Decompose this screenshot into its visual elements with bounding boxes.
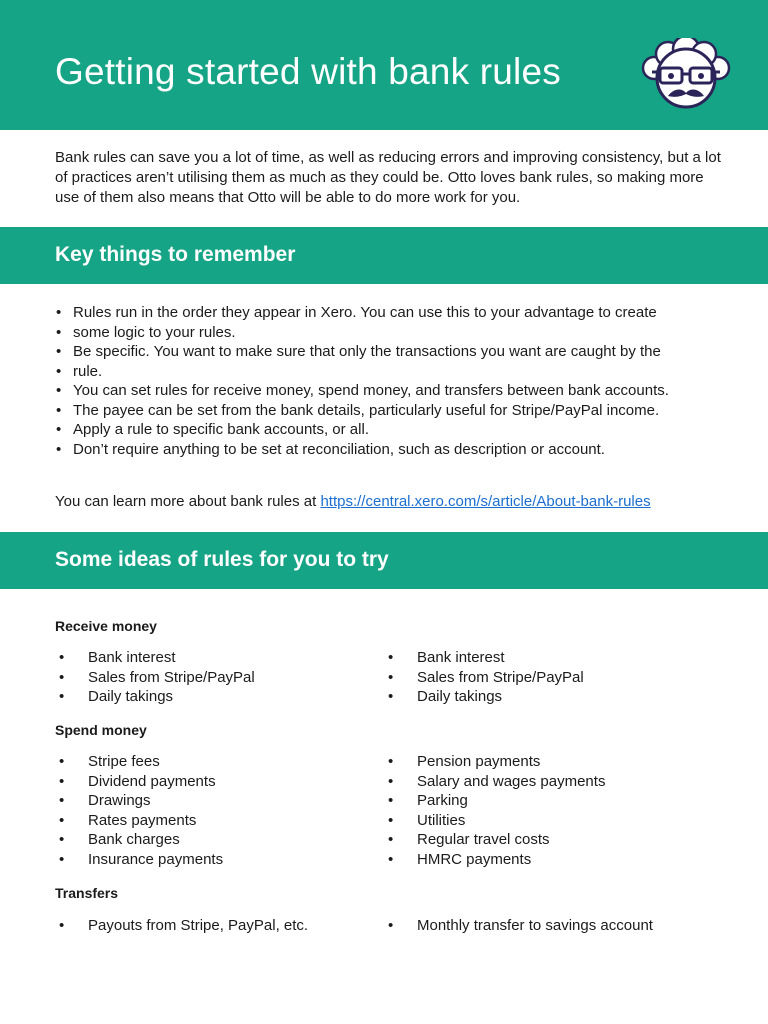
list-item: • Rates payments <box>55 811 375 831</box>
list-item: • Monthly transfer to savings account <box>384 916 704 936</box>
list-item: • Regular travel costs <box>384 830 704 850</box>
list-item: • Stripe fees <box>55 752 375 772</box>
list-item: • Daily takings <box>55 687 375 707</box>
list-item: • Bank interest <box>55 648 375 668</box>
list-item: • Pension payments <box>384 752 704 772</box>
list-item: • Sales from Stripe/PayPal <box>55 668 375 688</box>
group-title-receive-money: Receive money <box>55 618 157 634</box>
receive-money-left-list <box>55 648 375 707</box>
learn-more-prefix: You can learn more about bank rules at <box>55 493 321 510</box>
ideas-section-title: Some ideas of rules for you to try <box>55 548 389 571</box>
group-title-transfers: Transfers <box>55 885 119 901</box>
transfers-right-list <box>384 916 704 936</box>
list-item: • Salary and wages payments <box>384 772 704 792</box>
list-item: • Rules run in the order they appear in Xero. You can use this to your advantage to create <box>55 303 723 323</box>
otto-mascot-icon <box>638 38 734 112</box>
list-item: • Parking <box>384 791 704 811</box>
bank-rules-link[interactable]: https://central.xero.com/s/article/About-bank-rules <box>320 493 651 510</box>
intro-paragraph: Bank rules can save you a lot of time, as well as reducing errors and improving consistency, but a lot of practices aren’t utilising them as much as they could be. Otto loves bank rules, so making more use of them also means that Otto will be able to do more work for you. <box>55 149 721 206</box>
spend-money-right-list <box>384 752 704 870</box>
list-item: • Be specific. You want to make sure that only the transactions you want are caught by the <box>55 342 723 362</box>
list-item: • Bank charges <box>55 830 375 850</box>
list-item: • Drawings <box>55 791 375 811</box>
list-item: • Utilities <box>384 811 704 831</box>
list-item: • Apply a rule to specific bank accounts, or all. <box>55 420 723 440</box>
list-item: • rule. <box>55 362 723 382</box>
list-item: • The payee can be set from the bank details, particularly useful for Stripe/PayPal income. <box>55 401 723 421</box>
list-item: • Sales from Stripe/PayPal <box>384 668 704 688</box>
list-item: • Payouts from Stripe, PayPal, etc. <box>55 916 375 936</box>
receive-money-right-list <box>384 648 704 707</box>
learn-more-text <box>55 492 651 512</box>
list-item: • Don’t require anything to be set at reconciliation, such as description or account. <box>55 440 723 460</box>
spend-money-left-list <box>55 752 375 870</box>
group-title-spend-money: Spend money <box>55 722 147 738</box>
list-item: • Insurance payments <box>55 850 375 870</box>
list-item: • some logic to your rules. <box>55 323 723 343</box>
list-item: • Dividend payments <box>55 772 375 792</box>
key-section-title: Key things to remember <box>55 243 296 266</box>
transfers-left-list <box>55 916 375 936</box>
list-item: • HMRC payments <box>384 850 704 870</box>
list-item: • Daily takings <box>384 687 704 707</box>
page-title: Getting started with bank rules <box>55 51 561 92</box>
key-things-list <box>55 303 723 459</box>
list-item: • Bank interest <box>384 648 704 668</box>
list-item: • You can set rules for receive money, spend money, and transfers between bank accounts. <box>55 381 723 401</box>
